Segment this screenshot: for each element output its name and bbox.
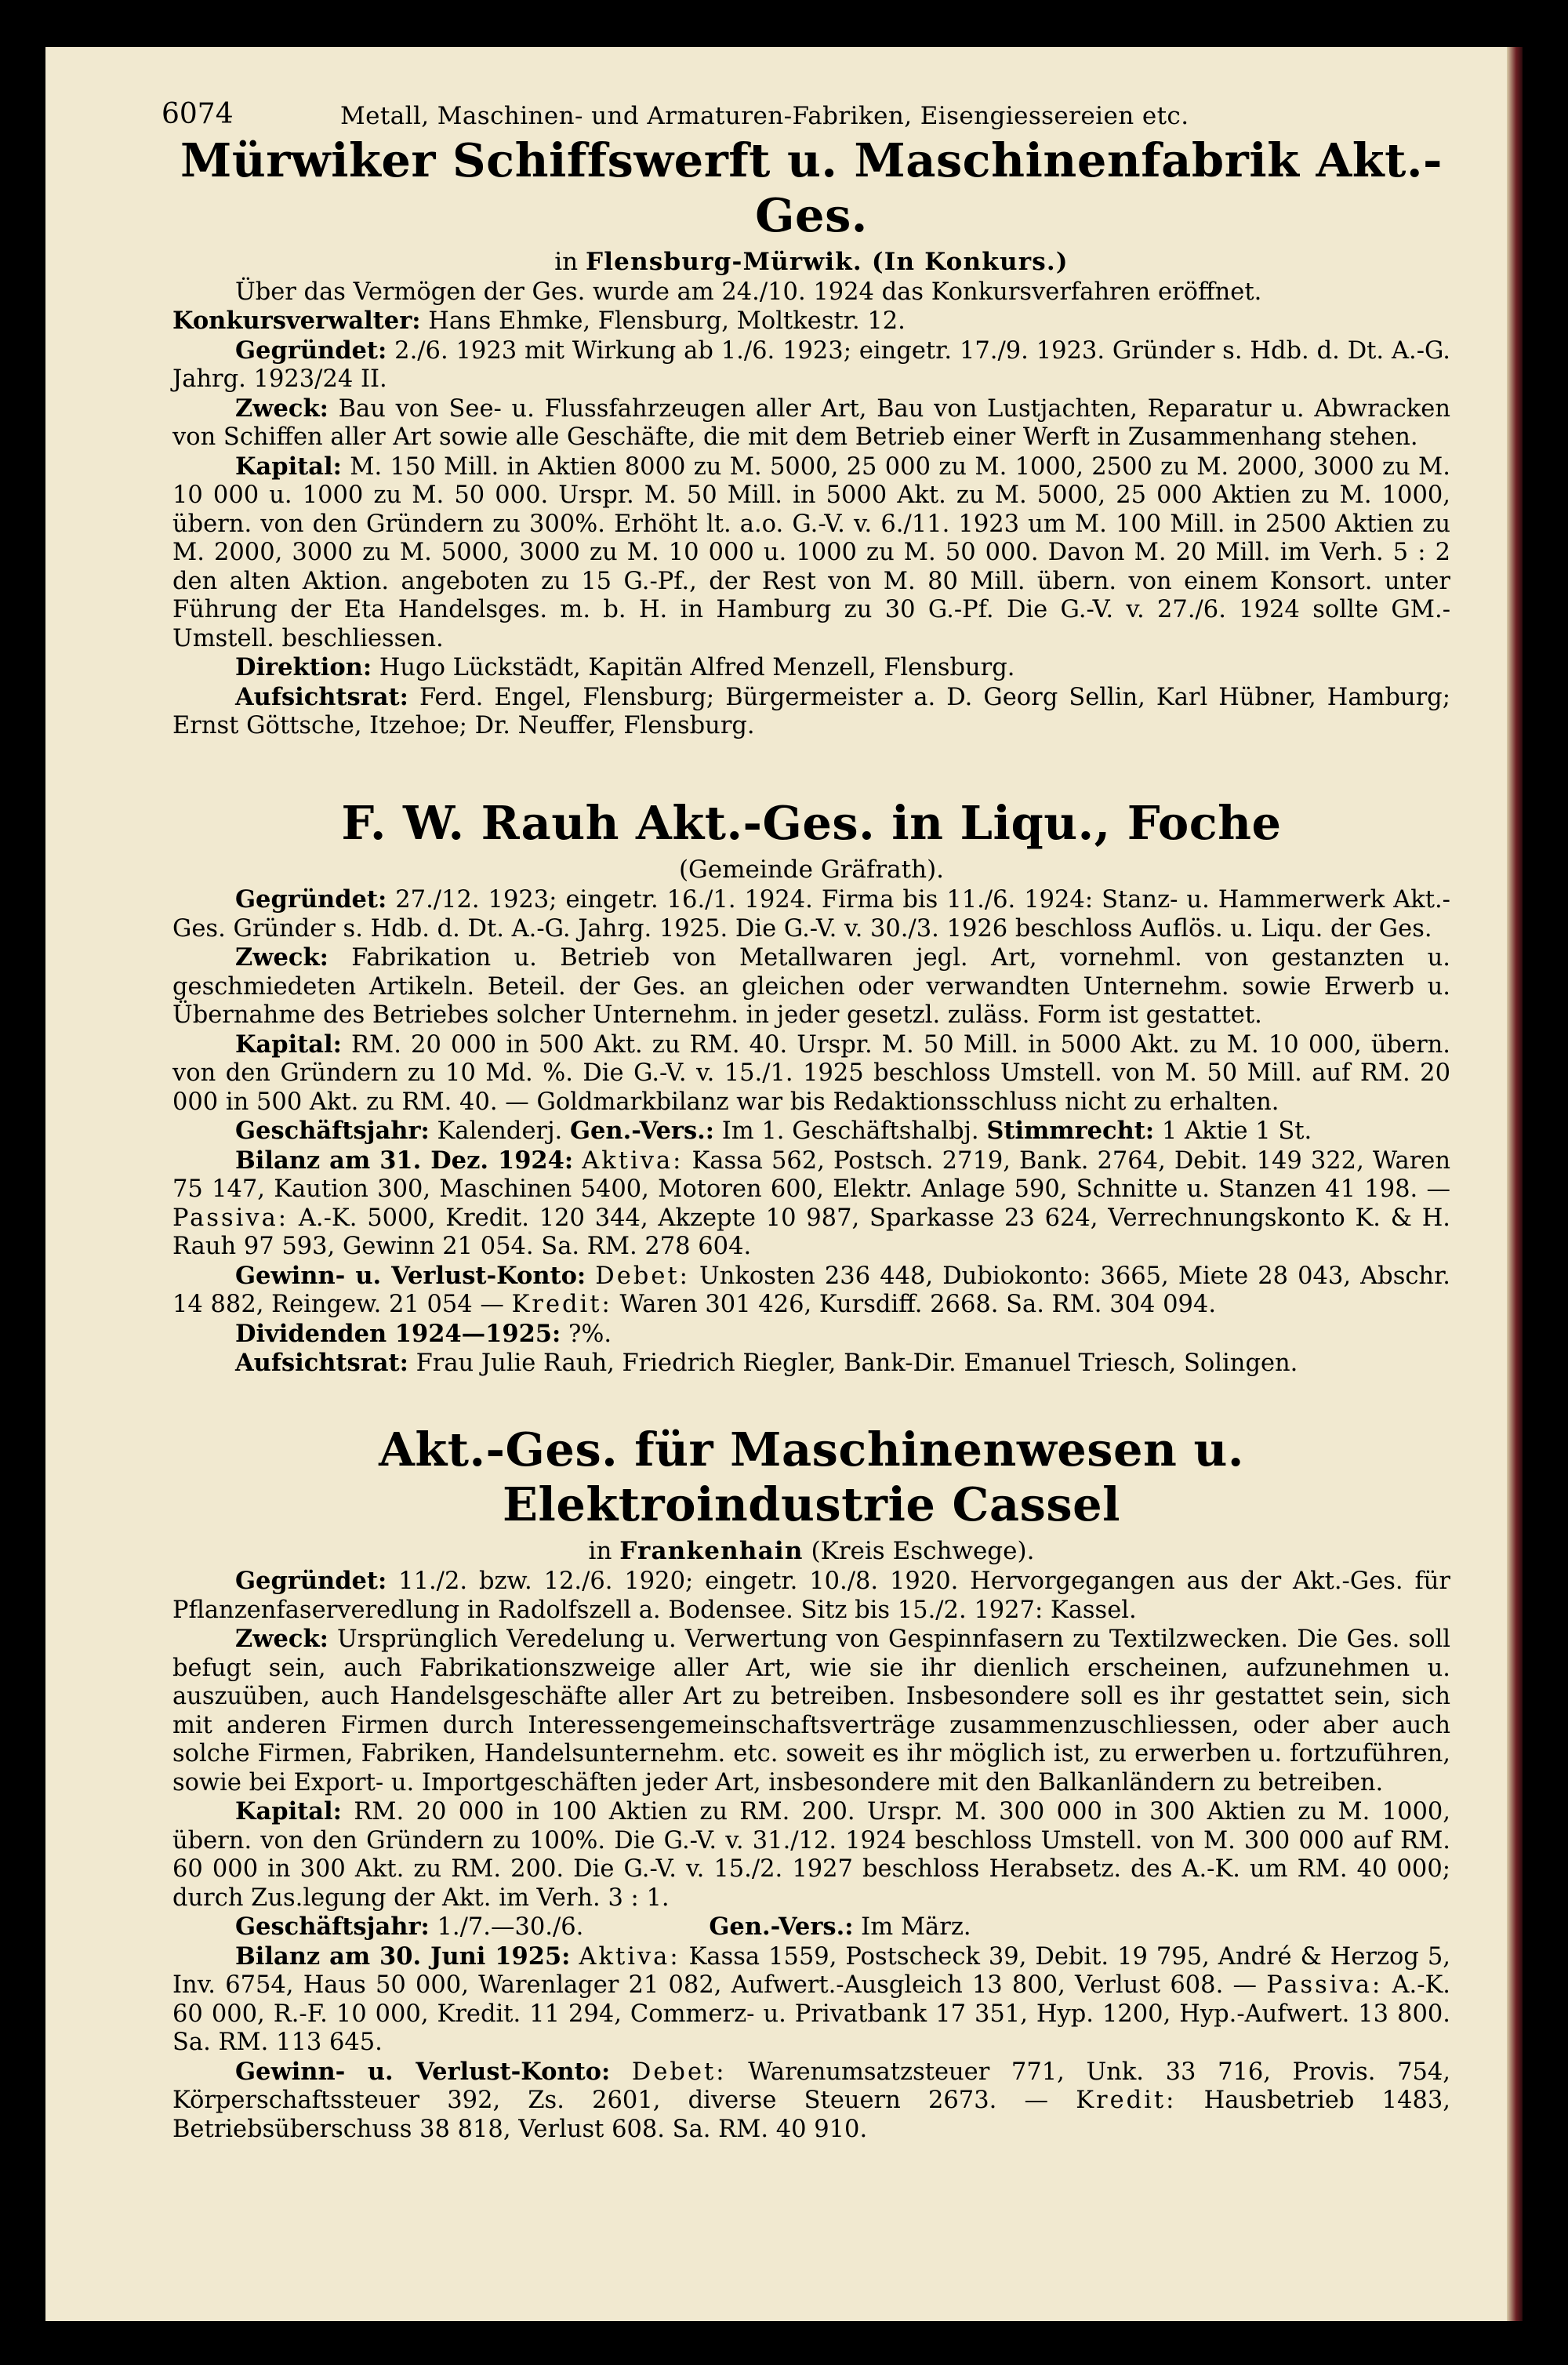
aufsichtsrat-section: Aufsichtsrat: Frau Julie Rauh, Friedrich Riegler, Bank-Dir. Emanuel Triesch, Solingen. xyxy=(235,1349,1298,1377)
company-location: in Frankenhain (Kreis Eschwege). xyxy=(588,1536,1035,1565)
bilanz-section: Bilanz am 31. Dez. 1924: Aktiva: Kassa 562, Postsch. 2719, Bank. 2764, Debit. 149 322, Waren 75 147, Kaution 300, Maschinen 5400, Motoren 600, Elektr. Anlage 590, Schnitte u. Stanzen 41 198. — Passiva: A.-K. 5000, Kredit. 120 344, Akzepte 10 987, Sparkasse 23 624, Verrechnungskonto K. & H. Rauh 97 593, Gewinn 21 054. Sa. RM. 278 604. xyxy=(172,1146,1450,1260)
page-content xyxy=(162,47,1450,2144)
company-entry-muerwiker xyxy=(172,133,1450,741)
zweck-section: Zweck: Bau von See- u. Flussfahrzeugen aller Art, Bau von Lustjachten, Reparatur u. Abwracken von Schiffen aller Art sowie alle Geschäfte, die mit dem Betrieb einer Werft in Zusammenhang stehen. xyxy=(172,394,1450,451)
guv-section: Gewinn- u. Verlust-Konto: Debet: Unkosten 236 448, Dubiokonto: 3665, Miete 28 043, Abschr. 14 882, Reingew. 21 054 — Kredit: Waren 301 426, Kursdiff. 2668. Sa. RM. 304 094. xyxy=(172,1261,1450,1318)
company-entry-rauh xyxy=(172,796,1450,1379)
running-title: Metall, Maschinen- und Armaturen-Fabriken, Eisengiessereien etc. xyxy=(340,102,1189,130)
kapital-section: Kapital: M. 150 Mill. in Aktien 8000 zu M. 5000, 25 000 zu M. 1000, 2500 zu M. 2000, 3000 zu M. 10 000 u. 1000 zu M. 50 000. Urspr. M. 50 Mill. in 5000 Akt. zu M. 5000, 25 000 Aktien zu M. 1000, übern. von den Gründern zu 300%. Erhöht lt. a.o. G.-V. v. 6./11. 1923 um M. 100 Mill. in 2500 Aktien zu M. 2000, 3000 zu M. 5000, 3000 zu M. 10 000 u. 1000 zu M. 50 000. Davon M. 20 Mill. im Verh. 5 : 2 den alten Aktion. angeboten zu 15 G.-Pf., der Rest von M. 80 Mill. übern. von einem Konsort. unter Führung der Eta Handelsges. m. b. H. in Hamburg zu 30 G.-Pf. Die G.-V. v. 27./6. 1924 sollte GM.-Umstell. beschliessen. xyxy=(172,452,1450,652)
page-number: 6074 xyxy=(162,98,234,130)
company-title: Akt.-Ges. für Maschinenwesen u. Elektroindustrie Cassel xyxy=(379,1422,1244,1531)
kapital-section: Kapital: RM. 20 000 in 500 Akt. zu RM. 40. Urspr. M. 50 Mill. in 5000 Akt. zu M. 10 000, übern. von den Gründern zu 10 Md. %. Die G.-V. v. 15./1. 1925 beschloss Umstell. von M. 50 Mill. auf RM. 20 000 in 500 Akt. zu RM. 40. — Goldmarkbilanz war bis Redaktionsschluss nicht zu erhalten. xyxy=(172,1030,1450,1116)
geschaeftsjahr-section: Geschäftsjahr: Kalenderj. Gen.-Vers.: Im 1. Geschäftshalbj. Stimmrecht: 1 Aktie 1 St. xyxy=(235,1117,1312,1145)
company-entry-maschinenwesen xyxy=(172,1422,1450,2145)
direktion-section: Direktion: Hugo Lückstädt, Kapitän Alfred Menzell, Flensburg. xyxy=(235,653,1015,681)
gegruendet-section: Gegründet: 11./2. bzw. 12./6. 1920; eingetr. 10./8. 1920. Hervorgegangen aus der Akt.-Ges. für Pflanzenfaserveredlung in Radolfszell a. Bodensee. Sitz bis 15./2. 1927: Kassel. xyxy=(172,1567,1450,1624)
company-title: F. W. Rauh Akt.-Ges. in Liqu., Foche xyxy=(341,795,1282,850)
location-name: Flensburg-Mürwik. (In Konkurs.) xyxy=(586,248,1069,276)
location-name: Frankenhain xyxy=(619,1536,804,1565)
running-header xyxy=(162,47,1450,133)
konkursverwalter-section: Konkursverwalter: Hans Ehmke, Flensburg, Moltkestr. 12. xyxy=(172,307,906,335)
gegruendet-section: Gegründet: 27./12. 1923; eingetr. 16./1. 1924. Firma bis 11./6. 1924: Stanz- u. Hammerwerk Akt.-Ges. Gründer s. Hdb. d. Dt. A.-G. Jahrg. 1925. Die G.-V. v. 30./3. 1926 beschloss Auflös. u. Liqu. der Ges. xyxy=(172,885,1450,943)
geschaeftsjahr-section: Geschäftsjahr: 1./7.—30./6. Gen.-Vers.: Im März. xyxy=(235,1913,971,1941)
bilanz-section: Bilanz am 30. Juni 1925: Aktiva: Kassa 1559, Postscheck 39, Debit. 19 795, André & Herzog 5, Inv. 6754, Haus 50 000, Warenlager 21 082, Aufwert.-Ausgleich 13 800, Verlust 608. — Passiva: A.-K. 60 000, R.-F. 10 000, Kredit. 11 294, Commerz- u. Privatbank 17 351, Hyp. 1200, Hyp.-Aufwert. 13 800. Sa. RM. 113 645. xyxy=(172,1942,1450,2056)
company-title: Mürwiker Schiffswerft u. Maschinenfabrik Akt.-Ges. xyxy=(180,133,1443,242)
kapital-section: Kapital: RM. 20 000 in 100 Aktien zu RM. 200. Urspr. M. 300 000 in 300 Aktien zu M. 1000, übern. von den Gründern zu 100%. Die G.-V. v. 31./12. 1924 beschloss Umstell. von M. 300 000 auf RM. 60 000 in 300 Akt. zu RM. 200. Die G.-V. v. 15./2. 1927 beschloss Herabsetz. des A.-K. um RM. 40 000; durch Zus.legung der Akt. im Verh. 3 : 1. xyxy=(172,1797,1450,1912)
aufsichtsrat-section: Aufsichtsrat: Ferd. Engel, Flensburg; Bürgermeister a. D. Georg Sellin, Karl Hübner, Hamburg; Ernst Göttsche, Itzehoe; Dr. Neuffer, Flensburg. xyxy=(172,682,1450,739)
company-location: (Gemeinde Gräfrath). xyxy=(678,855,945,884)
zweck-section: Zweck: Ursprünglich Veredelung u. Verwertung von Gespinnfasern zu Textilzwecken. Die Ges. soll befugt sein, auch Fabrikationszweige aller Art, wie sie ihr dienlich erscheinen, aufzunehmen u. auszuüben, auch Handelsgeschäfte aller Art zu betreiben. Insbesondere soll es ihr gestattet sein, sich mit anderen Firmen durch Interessengemeinschaftsverträge zusammenzuschliessen, oder aber auch solche Firmen, Fabriken, Handelsunternehm. etc. soweit es ihr möglich ist, zu erwerben u. fortzuführen, sowie bei Export- u. Importgeschäften jeder Art, insbesondere mit den Balkanländern zu betreiben. xyxy=(172,1625,1450,1796)
page-binding-edge xyxy=(1507,47,1523,2321)
guv-section: Gewinn- u. Verlust-Konto: Debet: Warenumsatzsteuer 771, Unk. 33 716, Provis. 754, Körperschaftssteuer 392, Zs. 2601, diverse Steuern 2673. — Kredit: Hausbetrieb 1483, Betriebsüberschuss 38 818, Verlust 608. Sa. RM. 40 910. xyxy=(172,2057,1450,2143)
gegruendet-section: Gegründet: 2./6. 1923 mit Wirkung ab 1./6. 1923; eingetr. 17./9. 1923. Gründer s. Hdb. d. Dt. A.-G. Jahrg. 1923/24 II. xyxy=(172,336,1450,393)
konkurs-note: Über das Vermögen der Ges. wurde am 24./10. 1924 das Konkursverfahren eröffnet. xyxy=(235,278,1262,306)
zweck-section: Zweck: Fabrikation u. Betrieb von Metallwaren jegl. Art, vornehml. von gestanzten u. geschmiedeten Artikeln. Beteil. der Ges. an gleichen oder verwandten Unternehm. sowie Erwerb u. Übernahme des Betriebes solcher Unternehm. in jeder gesetzl. zuläss. Form ist gestattet. xyxy=(172,943,1450,1029)
dividenden-section: Dividenden 1924—1925: ?%. xyxy=(235,1319,612,1348)
company-location: in Flensburg-Mürwik. (In Konkurs.) xyxy=(554,248,1069,276)
